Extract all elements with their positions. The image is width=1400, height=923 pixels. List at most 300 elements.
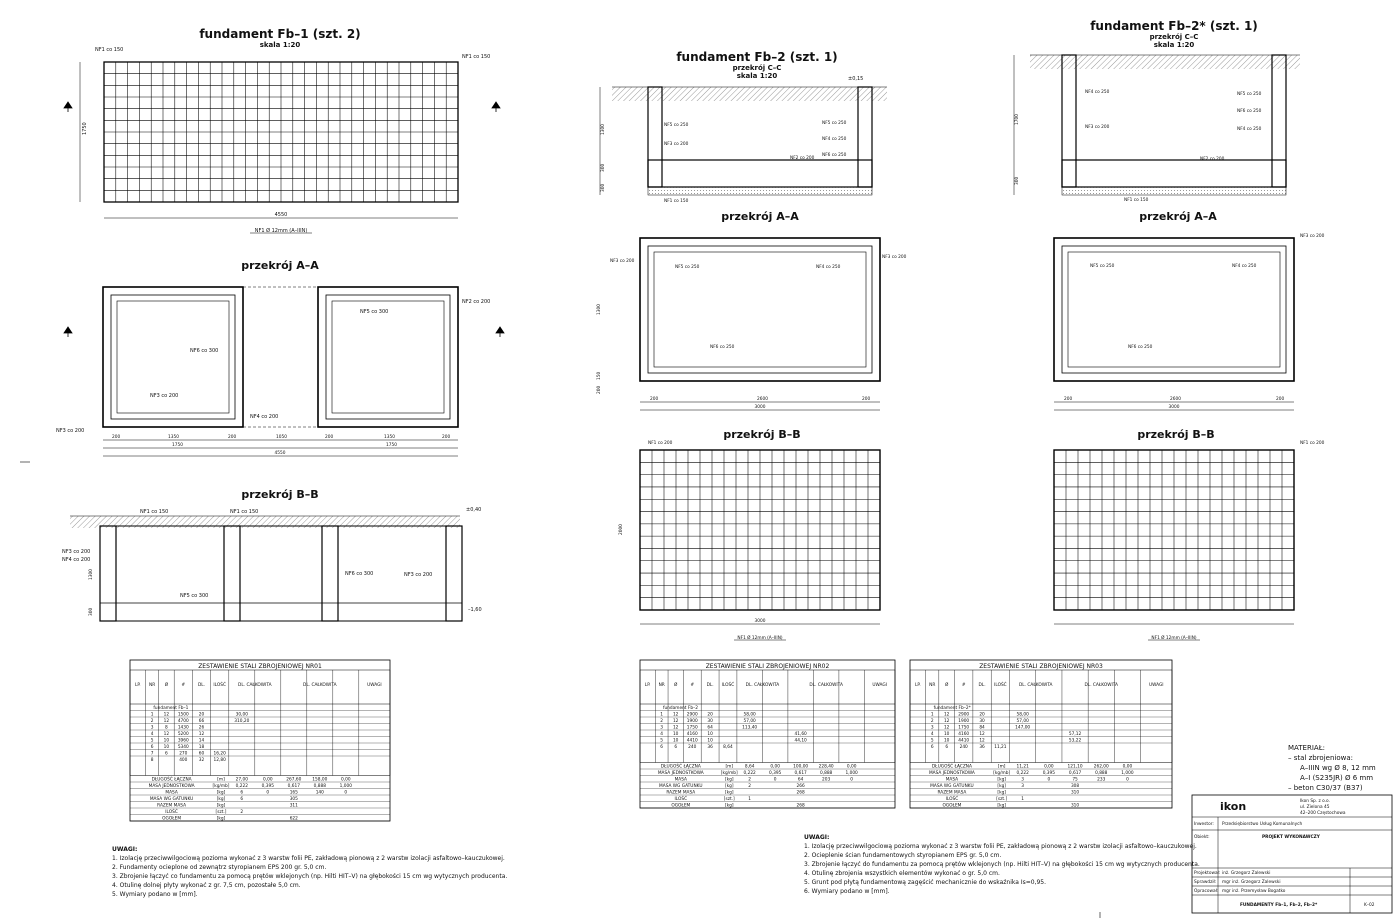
fb1-aa-dim-6: 1350 [384, 435, 395, 440]
table-summary-cell: 0,00 [341, 777, 351, 783]
table-cell: 84 [979, 725, 985, 731]
table-cell: 8 [150, 758, 154, 763]
fb2s-label-4: NF4 co 250 [1237, 127, 1262, 132]
fb1-aa-dim-5: 200 [325, 435, 334, 440]
fb1-bb-label-6: NF6 co 300 [345, 571, 374, 577]
table-summary-cell: 0,617 [287, 784, 300, 789]
fb1-aa-dim-3: 200 [228, 435, 237, 440]
fb2s-dim-v1: 1700 [1015, 114, 1020, 125]
table-summary-cell: MASA WG GATUNKU [930, 784, 974, 789]
table-summary-cell: 1,000 [339, 784, 352, 789]
table-header: ILOŚĆ [213, 683, 227, 688]
table-cell: 12 [163, 719, 170, 724]
table-summary-cell: [kg] [724, 784, 734, 789]
table-summary-cell: 75 [1072, 777, 1078, 783]
fb1-aa-sub-2: 1750 [386, 443, 397, 448]
table-header: DL. [197, 683, 206, 688]
table-cell: 12 [672, 712, 679, 718]
table-cell: 4 [660, 732, 664, 737]
table-summary-cell: 0,222 [743, 771, 756, 776]
title-block-company: 42–200 Częstochowa [1300, 811, 1346, 816]
fb1-aa-label-2: NF5 co 300 [360, 309, 389, 315]
table-group: fundament Fb–2 [662, 706, 698, 711]
table-summary-cell: 8,64 [744, 764, 755, 770]
table-summary-cell: 158,00 [312, 777, 328, 783]
fb2-aa-dim-v3: 200 [597, 385, 602, 394]
fb1-bb-level-bottom: –1,60 [468, 607, 482, 613]
table-cell: 113,40 [742, 725, 758, 731]
fb2s-label-6: NF2 co 200 [1200, 157, 1225, 162]
fb1-bb-small: 300 [89, 607, 94, 616]
table-summary-cell: MASA JEDNOSTKOWA [928, 771, 975, 776]
fb2-level-top: ±0,15 [848, 76, 864, 82]
fb1-aa-label-6: NF2 co 200 [462, 299, 491, 305]
material-title: MATERIAŁ: [1288, 744, 1325, 752]
fb2-aa-label-3: NF6 co 250 [710, 345, 735, 350]
table-cell: 10 [943, 738, 950, 744]
fb1-bb-label-4: NF4 co 200 [62, 557, 91, 563]
table-cell: 4410 [958, 738, 970, 744]
table-summary-cell: 3 [1021, 777, 1025, 783]
fb2s-title: fundament Fb–2* (szt. 1) [1090, 19, 1258, 33]
title-block-row-value: inż. Grzegorz Zalewski [1222, 871, 1271, 876]
table-summary-cell: 310 [1070, 790, 1080, 796]
fb2-title: fundament Fb–2 (szt. 1) [676, 50, 838, 64]
table-summary-cell: 11,21 [1016, 764, 1029, 770]
table-cell: 1 [150, 712, 154, 718]
fb1-bb-label-5: NF5 co 300 [180, 593, 209, 599]
fb2-sub: przekrój C–C [732, 64, 782, 72]
table-cell: 4 [150, 732, 154, 737]
table-summary-cell: [kg/mb] [720, 771, 738, 776]
fb2-scale: skala 1:20 [736, 72, 778, 80]
table-summary-cell: 267,60 [286, 777, 302, 783]
fb1-nf-left: NF1 co 150 [95, 47, 124, 53]
fb2s-section-bb-title: przekrój B–B [1137, 428, 1215, 441]
fb2s-label-3: NF3 co 200 [1085, 125, 1110, 130]
table-cell: 10 [672, 738, 679, 744]
title-block-company: Ikon Sp. z o.o. [1300, 799, 1330, 804]
table-cell: 20 [707, 712, 713, 718]
table-summary-cell: DŁUGOŚĆ ŁĄCZNA [931, 764, 972, 770]
table-summary-cell: [kg] [997, 777, 1006, 783]
fb2-label-5: NF6 co 250 [822, 153, 847, 158]
fb1-dim-height: 1750 [82, 122, 88, 135]
table-summary-cell: 0,222 [1016, 771, 1029, 776]
table-header: DL. [706, 683, 714, 688]
table-summary-cell: 2 [748, 784, 752, 789]
notes-fb2-line: 6. Wymiary podano w [mm]. [804, 888, 890, 895]
fb2-label-3: NF3 co 200 [664, 142, 689, 147]
table-header: DL. CAŁKOWITA [238, 683, 272, 688]
table-cell: 6 [660, 745, 664, 750]
table-cell: 36 [979, 745, 985, 750]
table-summary-cell: 165 [289, 790, 298, 796]
table-title: ZESTAWIENIE STALI ZBROJENIOWEJ NR01 [198, 663, 322, 670]
table-summary-cell: 266 [796, 784, 805, 789]
table-summary-cell: 622 [289, 816, 298, 822]
table-header: UWAGI [367, 683, 382, 688]
table-header: DL. CAŁKOWITA [1084, 683, 1119, 688]
table-summary-cell: 27,00 [235, 777, 248, 783]
table-cell: 7 [150, 751, 154, 757]
table-summary-cell: RAZEM MASA [666, 790, 696, 796]
fb2s-dim-v2: 300 [1015, 176, 1020, 185]
table-cell: 30 [707, 719, 713, 724]
table-cell: 66 [198, 719, 205, 724]
table-summary-cell: [kg] [724, 803, 734, 809]
table-summary-cell: 0,395 [768, 771, 782, 776]
table-cell: 6 [930, 745, 934, 750]
table-cell: 1750 [686, 725, 698, 731]
table-cell: 20 [979, 712, 985, 718]
fb1-dim-width: 4550 [274, 212, 288, 218]
table-cell: 2 [930, 719, 934, 724]
fb1-aa-dim-1: 200 [112, 435, 121, 440]
table-summary-cell: [m] [725, 764, 734, 770]
table-header: # [961, 683, 966, 688]
table-summary-cell: ILOŚĆ [945, 797, 959, 802]
table-header: DL. [978, 683, 986, 688]
fb2s-aa-total: 3000 [1168, 405, 1180, 410]
table-summary-cell: 0,222 [235, 784, 248, 789]
table-cell: 18 [198, 745, 205, 750]
table-summary-cell: 0,888 [819, 771, 833, 776]
table-summary-cell: 1,000 [1121, 771, 1134, 776]
table-cell: 1900 [686, 719, 698, 724]
table-summary-cell: [kg] [997, 803, 1006, 809]
table-summary-cell: 203 [822, 777, 831, 783]
notes-fb1-title: UWAGI: [112, 846, 138, 853]
fb2-aa-label-2: NF4 co 250 [816, 265, 841, 270]
notes-fb1-line: 4. Otulinę dolnej płyty wykonać z gr. 7,5 cm, pozostałe 5,0 cm. [112, 882, 301, 889]
table-cell: 12 [943, 712, 950, 718]
table-cell: 8 [165, 725, 168, 731]
table-header: UWAGI [1148, 683, 1164, 688]
fb1-bb-label-3: NF3 co 200 [62, 549, 91, 555]
table-cell: 4160 [686, 732, 698, 737]
table-summary-cell: 0,888 [1095, 771, 1108, 776]
notes-fb2-line: 4. Otulinę zbrojenia wszystkich elementów wykonać o gr. 5,0 cm. [804, 870, 1000, 877]
table-cell: 3 [660, 725, 664, 731]
table-cell: 10 [163, 738, 170, 744]
fb1-bb-label-1: NF1 co 150 [140, 509, 169, 515]
table-header: DL. CAŁKOWITA [745, 683, 780, 688]
material-line: A–I (S235JR) Ø 6 mm [1300, 774, 1374, 782]
fb2s-label-1: NF4 co 250 [1085, 90, 1110, 95]
title-block-row-value: PROJEKT WYKONAWCZY [1262, 835, 1320, 840]
table-cell: 6 [165, 751, 168, 757]
notes-fb1-line: 5. Wymiary podano w [mm]. [112, 891, 198, 898]
table-cell: 4410 [686, 738, 698, 744]
table-cell: 12,80 [213, 758, 226, 763]
title-block-logo: ikon [1220, 800, 1247, 813]
table-cell: 11,21 [994, 745, 1007, 750]
fb2s-aa-dim-2: 2600 [1170, 397, 1181, 402]
table-header: # [690, 683, 695, 688]
table-header: DL. CAŁKOWITA [809, 683, 843, 688]
title-block-row-label: Sprawdził: [1194, 880, 1217, 885]
table-cell: 57,00 [743, 719, 756, 724]
fb2-aa-dim-v2: 150 [597, 371, 602, 380]
notes-fb2-line: 5. Grunt pod płytą fundamentową zagęścić mechanicznie do wskaźnika Is=0,95. [804, 879, 1047, 886]
table-cell: 5340 [177, 745, 189, 750]
material-line: – beton C30/37 (B37) [1288, 784, 1363, 792]
table-summary-cell: [kg] [216, 790, 226, 796]
fb2s-scale: skala 1:20 [1153, 41, 1195, 49]
table-cell: 1500 [177, 712, 189, 718]
fb2-bb-dim-w: 3000 [754, 619, 766, 624]
table-cell: 60 [198, 751, 205, 757]
fb2-label-4: NF4 co 250 [822, 137, 847, 142]
table-cell: 4700 [177, 719, 189, 724]
table-cell: 12 [672, 725, 679, 731]
fb2s-sub: przekrój C–C [1149, 33, 1199, 41]
fb2-aa-label-4: NF3 co 200 [882, 255, 907, 260]
table-summary-cell: 310 [1070, 803, 1080, 809]
table-cell: 16,20 [213, 751, 226, 757]
table-summary-cell: [szt.] [723, 797, 735, 802]
table-cell: 12 [943, 725, 950, 731]
title-block-drawing-title: FUNDAMENTY Fb–1, Fb–2, Fb–2* [1240, 903, 1318, 908]
fb2-dim-v2: 300 [601, 163, 606, 172]
table-cell: 12 [943, 719, 950, 724]
table-summary-cell: 100,00 [793, 764, 809, 770]
fb2-aa-total: 3000 [754, 405, 766, 410]
table-summary-cell: 0 [266, 790, 270, 796]
table-summary-cell: 1 [1021, 797, 1025, 802]
table-summary-cell: 64 [797, 777, 804, 783]
table-cell: 44,10 [794, 738, 807, 744]
table-header: NR [148, 683, 156, 688]
table-summary-cell: [kg] [724, 790, 734, 796]
table-summary-cell: 0,395 [261, 784, 274, 789]
title-block-row-label: Obiekt: [1194, 835, 1210, 840]
table-cell: 53,22 [1068, 738, 1082, 744]
table-summary-cell: 3 [1021, 784, 1025, 789]
fb1-aa-label-1: NF3 co 200 [150, 393, 179, 399]
fb2s-bb-bottom: NF1 Ø 12mm (A–IIIN) [1151, 636, 1197, 641]
table-title: ZESTAWIENIE STALI ZBROJENIOWEJ NR02 [705, 663, 830, 670]
fb1-aa-label-3: NF6 co 300 [190, 348, 219, 354]
table-cell: 6 [674, 745, 678, 750]
fb2-aa-label-5: NF3 co 200 [610, 259, 635, 264]
fb1-aa-sub-1: 1750 [172, 443, 183, 448]
notes-fb2-title: UWAGI: [804, 834, 830, 841]
notes-fb1-line: 2. Fundamenty ocieplone od zewnątrz styropianem EPS 200 gr. 5,0 cm. [112, 864, 327, 871]
fb2s-section-aa-title: przekrój A–A [1139, 210, 1217, 223]
table-summary-cell: 0,888 [313, 784, 326, 789]
table-cell: 240 [688, 745, 697, 750]
fb2-dim-v3: 300 [601, 183, 606, 192]
table-summary-cell: 305 [289, 797, 298, 802]
fb2s-aa-label-4: NF3 co 200 [1300, 234, 1325, 239]
table-cell: 1430 [177, 725, 189, 731]
table-cell: 3960 [177, 738, 189, 744]
table-summary-cell: RAZEM MASA [157, 803, 187, 809]
table-header: LP. [915, 683, 921, 688]
title-block-row-value: mgr inż. Przemysław Bogatko [1222, 889, 1286, 894]
table-summary-cell: 268 [796, 790, 805, 796]
table-summary-cell: MASA WG GATUNKU [149, 797, 194, 802]
table-cell: 5 [930, 738, 934, 744]
table-summary-cell: 2 [240, 810, 244, 815]
table-cell: 30,00 [235, 712, 248, 718]
table-summary-cell: [szt.] [215, 810, 227, 815]
table-cell: 14 [198, 738, 205, 744]
table-header: Ø [944, 683, 949, 688]
fb1-title: fundament Fb–1 (szt. 2) [199, 27, 361, 41]
table-summary-cell: MASA [674, 777, 688, 783]
table-summary-cell: 228,40 [818, 764, 834, 770]
table-summary-cell: 268 [796, 803, 805, 809]
table-header: DL. CAŁKOWITA [1019, 683, 1053, 688]
title-block-row-label: Opracował: [1194, 889, 1219, 894]
fb2-label-2: NF5 co 250 [822, 121, 847, 126]
fb2s-bb-label: NF1 co 200 [1300, 441, 1325, 446]
table-cell: 8,64 [723, 745, 733, 750]
table-header: ILOŚĆ [721, 683, 735, 688]
table-header: ILOŚĆ [994, 683, 1007, 688]
table-cell: 57,12 [1068, 732, 1082, 737]
table-cell: 400 [179, 758, 188, 763]
table-cell: 12 [198, 732, 205, 737]
table-summary-cell: 0,395 [1042, 771, 1056, 776]
fb1-section-aa-title: przekrój A–A [241, 259, 319, 272]
fb2-label-1: NF5 co 250 [664, 123, 689, 128]
fb1-aa-dim-7: 200 [442, 435, 451, 440]
table-summary-cell: 311 [289, 803, 298, 809]
fb2-label-6: NF2 co 200 [790, 156, 815, 161]
table-cell: 6 [150, 745, 154, 750]
notes-fb2-line: 2. Ocieplenie ścian fundamentowych styropianem EPS gr. 5,0 cm. [804, 852, 1002, 859]
table-cell: 1 [930, 712, 934, 718]
table-summary-cell: DŁUGOŚĆ ŁĄCZNA [660, 764, 701, 770]
table-cell: 10 [163, 745, 170, 750]
notes-fb1-line: 3. Zbrojenie łączyć co fundamentu za pomocą prętów wklejonych (np. Hilti HIT–V) na głębokości 15 cm wg wytycznych producenta. [112, 873, 508, 880]
table-cell: 1 [660, 712, 664, 718]
table-summary-cell: [kg/mb] [993, 771, 1011, 776]
fb2s-label-2: NF5 co 250 [1237, 92, 1262, 97]
table-summary-cell: 308 [1070, 784, 1080, 789]
fb1-scale: skala 1:20 [259, 41, 301, 49]
table-summary-cell: [kg] [724, 777, 734, 783]
table-cell: 58,00 [1016, 712, 1029, 718]
notes-fb2-line: 3. Zbrojenie łączyć do fundamentu za pomocą prętów wklejonych (np. Hilti HIT–V) na głębokości 15 cm wg wytycznych producenta. [804, 861, 1200, 868]
table-summary-cell: 0 [1126, 777, 1129, 783]
table-group: fundament Fb–1 [153, 706, 189, 711]
table-summary-cell: 0,00 [846, 764, 857, 770]
table-cell: 10 [707, 738, 713, 744]
table-summary-cell: [kg] [216, 816, 226, 822]
table-cell: 2 [150, 719, 154, 724]
table-title: ZESTAWIENIE STALI ZBROJENIOWEJ NR03 [979, 663, 1103, 670]
table-cell: 10 [707, 732, 713, 737]
table-cell: 26 [198, 725, 205, 731]
table-cell: 10 [943, 732, 950, 737]
table-summary-cell: 0 [344, 790, 348, 796]
title-block-company: ul. Zielona 45 [1300, 805, 1330, 810]
table-header: # [181, 683, 186, 688]
table-cell: 12 [672, 719, 679, 724]
table-summary-cell: 0 [773, 777, 777, 783]
table-cell: 5 [150, 738, 154, 744]
table-cell: 5200 [177, 732, 189, 737]
table-summary-cell: 0,00 [1122, 764, 1133, 770]
table-cell: 12 [979, 738, 985, 744]
table-cell: 64 [707, 725, 713, 731]
table-summary-cell: MASA [945, 777, 959, 783]
fb2s-aa-dim-3: 200 [1276, 397, 1285, 402]
table-summary-cell: 0,00 [1044, 764, 1054, 770]
fb1-aa-dim-2: 1350 [168, 435, 179, 440]
table-cell: 240 [959, 745, 968, 750]
fb2-aa-dim-3: 200 [862, 397, 871, 402]
table-cell: 5 [660, 738, 664, 744]
table-summary-cell: 0 [1047, 777, 1051, 783]
table-cell: 2900 [958, 712, 970, 718]
fb2-bb-dim-h: 2000 [619, 524, 624, 535]
table-summary-cell: OGOŁEM [671, 803, 691, 809]
fb2-aa-label-1: NF5 co 250 [675, 265, 700, 270]
fb2s-label-5: NF6 co 250 [1237, 109, 1262, 114]
fb2s-label-7: NF1 co 150 [1124, 198, 1149, 203]
fb1-nf-right: NF1 co 150 [462, 54, 491, 60]
notes-fb2-line: 1. Izolację przeciwwilgociową pozioma wykonać z 3 warstw folii PE, zakładową pionową z 2 warstw izolacji asfaltowo–kauczukowej. [804, 843, 1197, 850]
table-summary-cell: [kg] [216, 803, 226, 809]
fb1-bottom-label: NF1 Ø 12mm (A–IIIN) [254, 228, 308, 234]
title-block-row-label: Inwestor: [1194, 822, 1214, 827]
table-summary-cell: [m] [997, 764, 1006, 770]
title-block-row-value: Przedsiębiorstwo Usług Komunalnych [1222, 822, 1303, 827]
table-summary-cell: 0,00 [770, 764, 780, 770]
table-cell: 32 [198, 758, 205, 763]
table-cell: 12 [163, 732, 170, 737]
fb1-aa-label-5: NF3 co 200 [56, 428, 85, 434]
fb1-bb-label-7: NF3 co 200 [404, 572, 433, 578]
table-summary-cell: MASA WG GATUNKU [659, 784, 703, 789]
table-cell: 20 [198, 712, 205, 718]
table-summary-cell: MASA JEDNOSTKOWA [148, 784, 195, 789]
fb1-bb-level-top: ±0,40 [466, 507, 482, 513]
table-cell: 6 [945, 745, 949, 750]
table-cell: 12 [163, 712, 170, 718]
table-cell: 12 [979, 732, 985, 737]
table-cell: 310,20 [234, 719, 250, 724]
table-summary-cell: 6 [240, 790, 244, 796]
table-cell: 2 [660, 719, 664, 724]
table-group: fundament Fb–2* [933, 706, 971, 711]
fb2-bb-label: NF1 co 200 [648, 441, 673, 446]
table-summary-cell: [m] [217, 777, 225, 783]
notes-fb1-line: 1. Izolację przeciwwilgociową pozioma wykonać z 3 warstw folii PE, zakładową pionową z 2 warstw izolacji asfaltowo–kauczukowej. [112, 855, 505, 862]
table-cell: 3 [930, 725, 934, 731]
table-summary-cell: MASA JEDNOSTKOWA [657, 771, 704, 776]
material-line: – stal zbrojeniowa: [1288, 754, 1353, 762]
table-summary-cell: 0,617 [794, 771, 807, 776]
title-block-sheet: K–02 [1364, 903, 1375, 908]
table-cell: 57,00 [1016, 719, 1029, 724]
fb2-section-aa-title: przekrój A–A [721, 210, 799, 223]
fb2-aa-dim-v1: 1300 [597, 304, 602, 315]
table-summary-cell: OGOŁEM [162, 816, 182, 822]
table-header: Ø [674, 683, 678, 688]
table-cell: 1750 [958, 725, 970, 731]
table-cell: 10 [672, 732, 679, 737]
table-header: LP. [134, 683, 141, 688]
table-cell: 1900 [958, 719, 970, 724]
table-summary-cell: 6 [240, 797, 244, 802]
